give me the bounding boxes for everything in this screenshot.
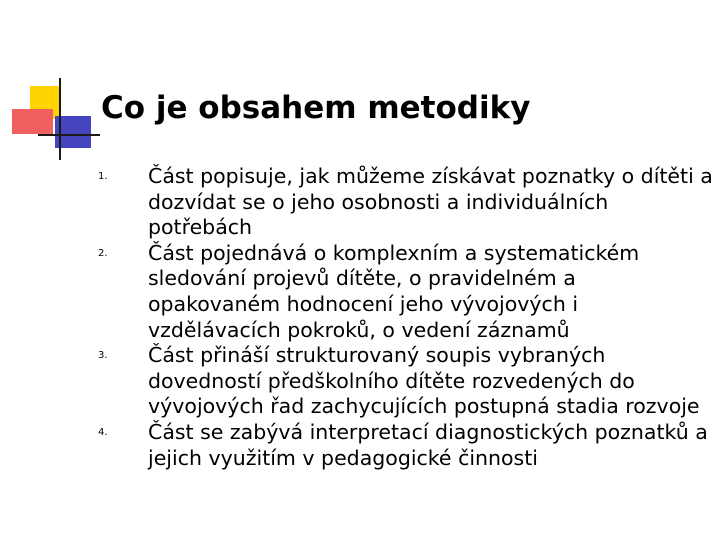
list-item (98, 241, 713, 343)
logo-vertical-line (59, 78, 61, 160)
slide-title: Co je obsahem metodiky (101, 90, 531, 126)
list-text: Část pojednává o komplexním a systematickém sledování projevů dítěte, o pravidelném a opakovaném hodnocení jeho vývojových i vzdělávacích pokroků, o vedení záznamů (148, 240, 640, 342)
list-text: Část se zabývá interpretací diagnostických poznatků a jejich využitím v pedagogické činnosti (148, 419, 708, 470)
decorative-logo (0, 0, 100, 170)
list-text: Část přináší strukturovaný soupis vybraných dovedností předškolního dítěte rozvedených do vývojových řad zachycujících postupná stadia rozvoje (148, 343, 700, 419)
content-list (98, 164, 713, 471)
list-number: 1. (98, 171, 108, 182)
list-item (98, 420, 713, 471)
list-text: Část popisuje, jak můžeme získávat poznatky o dítěti a dozvídat se o jeho osobnosti a individuálních potřebách (148, 164, 713, 240)
logo-red-square (12, 109, 53, 134)
list-item (98, 343, 713, 420)
list-number: 3. (98, 350, 108, 362)
list-item (98, 164, 713, 241)
title-underline (38, 134, 100, 136)
list-number: 2. (98, 247, 108, 259)
list-number: 4. (98, 426, 108, 438)
